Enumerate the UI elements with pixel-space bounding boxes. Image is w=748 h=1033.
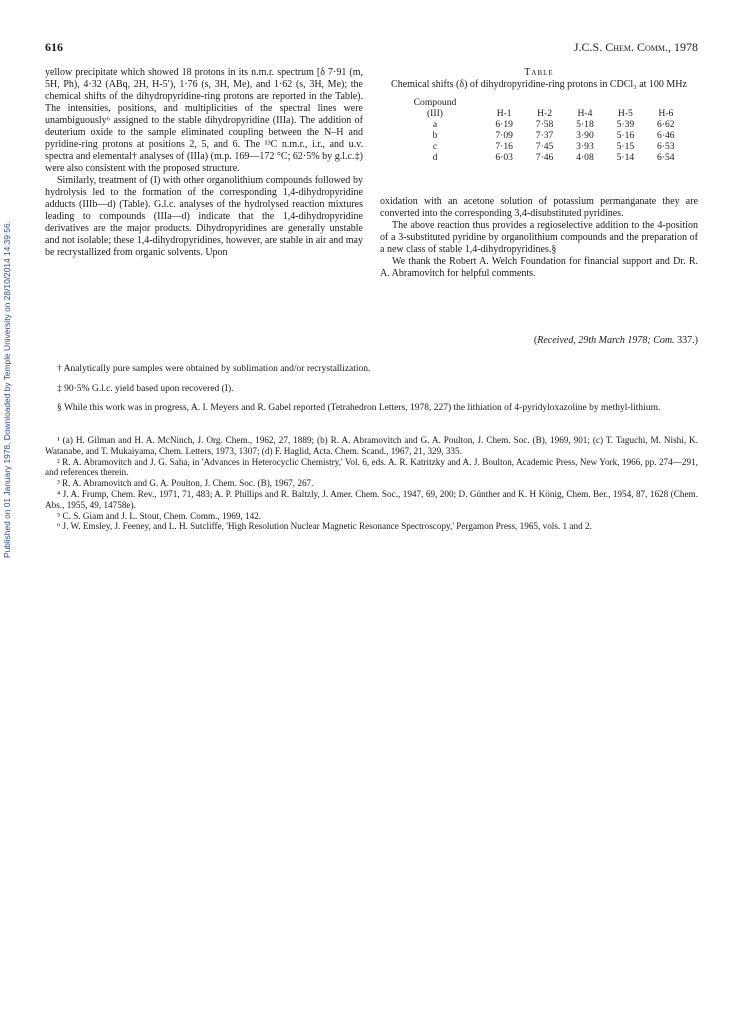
left-column <box>45 67 363 259</box>
paragraph: yellow precipitate which showed 18 protons in its n.m.r. spectrum [δ 7·91 (m, 5H, Ph), 4·32 (ABq, 2H, H-5′), 1·76 (s, 3H, Me), and 1·62 (s, 3H, Me); the chemical shifts of the dihydropyridine-ring protons are reported in the Table). The intensities, positions, and multiplicities of the spectral lines were unambiguously⁶ assigned to the stable dihydropyridine (IIIa). The addition of deuterium oxide to the sample eliminated coupling between the N–H and pyridine-ring protons at positions 2, 5, and 6. The ¹³C n.m.r., i.r., and u.v. spectra and elemental† analyses of (IIIa) (m.p. 169—172 °C; 62·5% by g.l.c.‡) were also consistent with the proposed structure. <box>45 67 363 174</box>
paragraph: The above reaction thus provides a regioselective addition to the 4-position of a 3-substituted pyridine by organolithium compounds and the preparation of a new class of stable 1,4-dihydropyridines.§ <box>380 220 698 255</box>
table-cell: 7·16 <box>495 141 513 152</box>
received-date: , 29th March 1978; <box>573 335 654 346</box>
compound-header-line2: (III) <box>426 108 443 119</box>
table-title: Table <box>524 67 554 78</box>
table-row <box>386 152 686 163</box>
table-cell: 7·58 <box>535 119 554 130</box>
table-cell: 6·62 <box>656 119 675 130</box>
table-cell: 7·46 <box>535 152 554 163</box>
column-header: H-1 <box>496 108 512 119</box>
table-cell: 6·03 <box>495 152 513 163</box>
paragraph: Similarly, treatment of (I) with other organolithium compounds followed by hydrolysis led to the formation of the corresponding 1,4-dihydropyridine adducts (IIIb—d) (Table). G.l.c. analyses of the hydrolysed reaction mixtures leading to compounds (IIIa—d) indicate that the 1,4-dihydropyridine derivatives are the major products. Dihydropyridines are generally unstable and not isolable; these 1,4-dihydropyridines, however, are stable in air and may be recrystallized from organic solvents. Upon <box>45 175 363 258</box>
reference: ⁵ C. S. Giam and J. L. Stout, Chem. Comm., 1969, 142. <box>57 510 262 521</box>
paragraph: oxidation with an acetone solution of potassium permanganate they are converted into the corresponding 3,4-disubstituted pyridines. <box>380 196 698 219</box>
page-number: 616 <box>45 40 63 54</box>
table-row <box>386 130 686 141</box>
right-column <box>380 196 698 280</box>
table-cell: 7·37 <box>535 130 554 141</box>
table-cell: 5·39 <box>616 119 635 130</box>
compound-column-header <box>386 97 484 119</box>
data-table <box>386 97 686 163</box>
chemical-shift-table <box>380 67 698 163</box>
journal-title: J.C.S. Chem. Comm., 1978 <box>573 40 698 54</box>
received-com: Com. <box>653 335 675 346</box>
compound-header-line1: Compound <box>413 97 457 108</box>
references <box>45 435 698 532</box>
reference: ¹ (a) H. Gilman and H. A. McNinch, J. Org. Chem., 1962, 27, 1889; (b) R. A. Abramovitch and G. A. Poulton, J. Chem. Soc. (B), 1969, 901; (c) T. Taguchi, M. Nishi, K. Watanabe, and T. Mukaiyama, Chem. Letters, 1973, 1307; (d) F. Haglid, Acta. Chem. Scand., 1967, 21, 329, 335. <box>45 435 698 456</box>
table-cell: 6·54 <box>656 152 675 163</box>
received-label: Received <box>537 335 574 346</box>
reference: ⁶ J. W. Emsley, J. Feeney, and L. H. Sutcliffe, 'High Resolution Nuclear Magnetic Resonance Spectroscopy,' Pergamon Press, 1965, vols. 1 and 2. <box>57 521 592 532</box>
table-cell: 7·45 <box>535 141 554 152</box>
column-header: H-6 <box>658 108 674 119</box>
table-cell: 5·15 <box>616 141 635 152</box>
download-watermark: Published on 01 January 1978. Downloaded by Temple University on 28/10/2014 14:39:56. <box>2 221 12 559</box>
table-cell: 7·09 <box>495 130 513 141</box>
compound-cell: a <box>432 119 438 130</box>
table-row <box>386 119 686 130</box>
received-number: 337.) <box>674 335 698 346</box>
reference: ² R. A. Abramovitch and J. G. Saha, in 'Advances in Heterocyclic Chemistry,' Vol. 6, eds. A. R. Katritzky and A. J. Boulton, Academic Press, New York, 1966, pp. 274—291, and references therein. <box>45 456 698 478</box>
reference: ⁴ J. A. Frump, Chem. Rev., 1971, 71, 483; A. P. Phillips and R. Baltzly, J. Amer. Chem. Soc., 1947, 69, 200; D. Günther and K. H König, Chem. Ber., 1954, 87, 1628 (Chem. Abs., 1955, 49, 14758e). <box>45 488 698 510</box>
table-cell: 6·19 <box>495 119 513 130</box>
table-cell: 6·46 <box>656 130 675 141</box>
table-cell: 4·08 <box>576 152 594 163</box>
table-cell: 5·14 <box>616 152 635 163</box>
footnotes <box>45 364 698 423</box>
reference: ³ R. A. Abramovitch and G. A. Poulton, J. Chem. Soc. (B), 1967, 267. <box>57 478 314 489</box>
compound-cell: d <box>432 152 438 163</box>
footnote: § While this work was in progress, A. I. Meyers and R. Gabel reported (Tetrahedron Letters, 1978, 227) the lithiation of 4-pyridyloxazoline by methyl-lithium. <box>57 403 661 413</box>
table-cell: 6·53 <box>656 141 675 152</box>
table-cell: 3·90 <box>576 130 594 141</box>
table-row <box>386 141 686 152</box>
table-cell: 5·18 <box>576 119 594 130</box>
footnote: ‡ 90·5% G.l.c. yield based upon recovered (I). <box>57 383 234 394</box>
page-header <box>45 40 698 56</box>
compound-cell: c <box>432 141 438 152</box>
table-cell: 5·16 <box>616 130 635 141</box>
compound-cell: b <box>432 130 438 141</box>
column-header: H-2 <box>537 108 553 119</box>
column-header: H-4 <box>577 108 593 119</box>
column-header: H-5 <box>617 108 633 119</box>
received-line <box>534 335 698 346</box>
table-cell: 3·93 <box>576 141 594 152</box>
table-header-row <box>386 97 686 119</box>
table-caption: Chemical shifts (δ) of dihydropyridine-ring protons in CDCl₃ at 100 MHz <box>391 79 687 90</box>
acknowledgement: We thank the Robert A. Welch Foundation for financial support and Dr. R. A. Abramovitch for helpful comments. <box>380 256 698 279</box>
received-open: ( <box>533 335 538 346</box>
footnote: † Analytically pure samples were obtained by sublimation and/or recrystallization. <box>57 364 371 374</box>
